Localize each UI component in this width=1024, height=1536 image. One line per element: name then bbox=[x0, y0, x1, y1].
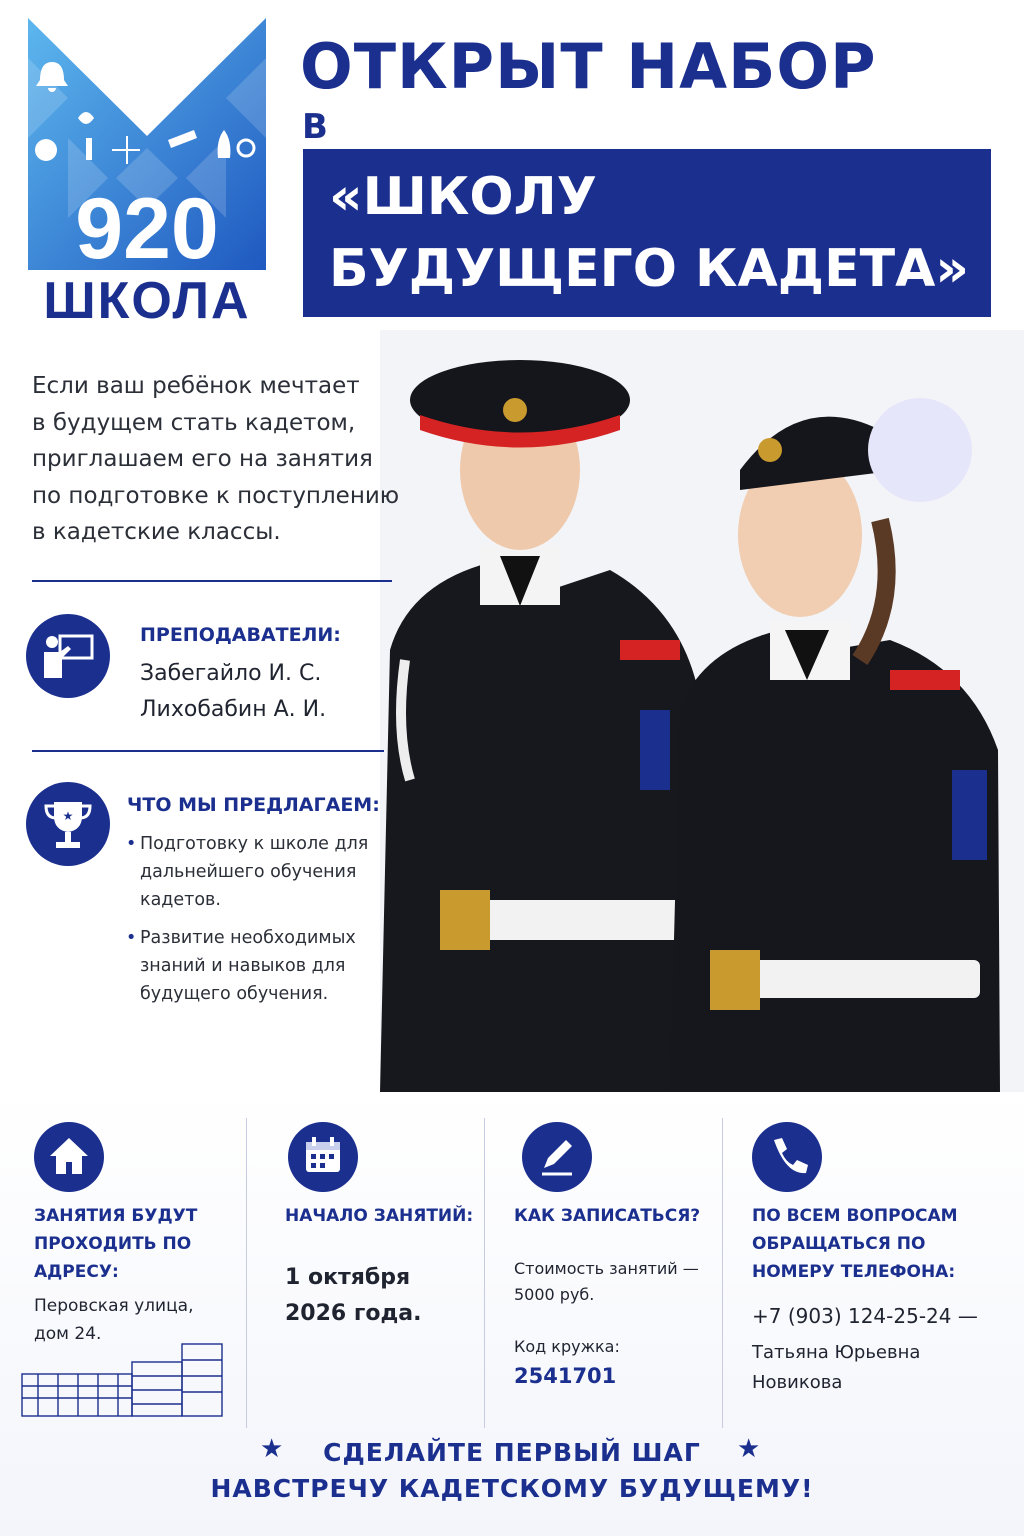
logo-label: ШКОЛА bbox=[43, 272, 251, 324]
cta-line-2: НАВСТРЕЧУ КАДЕТСКОМУ БУДУЩЕМУ! bbox=[210, 1474, 814, 1503]
offer-item-text: Развитие необходимых знаний и навыков для будущего обучения. bbox=[140, 928, 356, 1004]
start-date: 1 октября 2026 года. bbox=[285, 1265, 422, 1326]
headline: ОТКРЫТ НАБОР bbox=[300, 30, 877, 103]
teacher-name: Лихобабин А. И. bbox=[140, 697, 327, 722]
contact-heading: ПО ВСЕМ ВОПРОСАМ ОБРАЩАТЬСЯ ПО НОМЕРУ ТЕЛЕФОНА: bbox=[752, 1206, 958, 1282]
building-icon bbox=[18, 1340, 238, 1420]
signup-code-label: Код кружка: bbox=[514, 1337, 620, 1356]
cadets-photo bbox=[380, 330, 1024, 1092]
signup-cost: Стоимость занятий — 5000 руб. bbox=[514, 1259, 699, 1304]
offer-item-text: Подготовку к школе для дальнейшего обучения кадетов. bbox=[140, 834, 369, 910]
title-line-1: «ШКОЛУ bbox=[329, 167, 597, 227]
teacher-board-icon bbox=[26, 614, 110, 698]
signup-code: 2541701 bbox=[514, 1364, 617, 1388]
ball-icon bbox=[35, 139, 57, 161]
teacher-name: Забегайло И. С. bbox=[140, 661, 322, 686]
star-icon: ★ bbox=[737, 1434, 761, 1464]
cta-line-1: СДЕЛАЙТЕ ПЕРВЫЙ ШАГ bbox=[323, 1438, 701, 1467]
contact-phone: +7 (903) 124-25-24 — bbox=[752, 1304, 978, 1328]
start-heading: НАЧАЛО ЗАНЯТИЙ: bbox=[285, 1206, 474, 1226]
offer-heading: ЧТО МЫ ПРЕДЛАГАЕМ: bbox=[127, 794, 380, 816]
title-line-2: БУДУЩЕГО КАДЕТА» bbox=[329, 239, 969, 299]
intro-line: в кадетские классы. bbox=[32, 519, 281, 545]
star-icon: ★ bbox=[260, 1434, 284, 1464]
address-text: Перовская улица, дом 24. bbox=[34, 1296, 194, 1344]
column-divider bbox=[246, 1118, 247, 1428]
svg-text:★: ★ bbox=[62, 809, 74, 823]
intro-line: в будущем стать кадетом, bbox=[32, 409, 356, 436]
signup-heading: КАК ЗАПИСАТЬСЯ? bbox=[514, 1206, 701, 1226]
pencil-icon bbox=[522, 1122, 592, 1192]
house-icon bbox=[34, 1122, 104, 1192]
offer-item: • Подготовку к школе для дальнейшего обучения кадетов. bbox=[126, 834, 369, 910]
column-divider bbox=[722, 1118, 723, 1428]
trophy-icon bbox=[26, 782, 110, 866]
logo-number: 920 bbox=[75, 181, 219, 277]
teachers-heading: ПРЕПОДАВАТЕЛИ: bbox=[140, 624, 341, 646]
intro-text bbox=[32, 368, 412, 551]
offer-item: • Развитие необходимых знаний и навыков для будущего обучения. bbox=[126, 928, 356, 1004]
divider bbox=[32, 750, 384, 752]
divider bbox=[32, 580, 392, 582]
microscope-icon bbox=[86, 138, 92, 160]
headline-preposition: В bbox=[302, 107, 328, 147]
contact-person: Татьяна Юрьевна Новикова bbox=[752, 1342, 921, 1393]
column-divider bbox=[484, 1118, 485, 1428]
school-920-logo bbox=[28, 18, 266, 324]
intro-line: по подготовке к поступлению bbox=[32, 482, 400, 509]
calendar-icon bbox=[288, 1122, 358, 1192]
intro-line: Если ваш ребёнок мечтает bbox=[32, 373, 360, 399]
intro-line: приглашаем его на занятия bbox=[32, 446, 373, 472]
phone-icon bbox=[752, 1122, 822, 1192]
address-heading: ЗАНЯТИЯ БУДУТ ПРОХОДИТЬ ПО АДРЕСУ: bbox=[34, 1206, 198, 1282]
title-banner bbox=[303, 149, 991, 317]
